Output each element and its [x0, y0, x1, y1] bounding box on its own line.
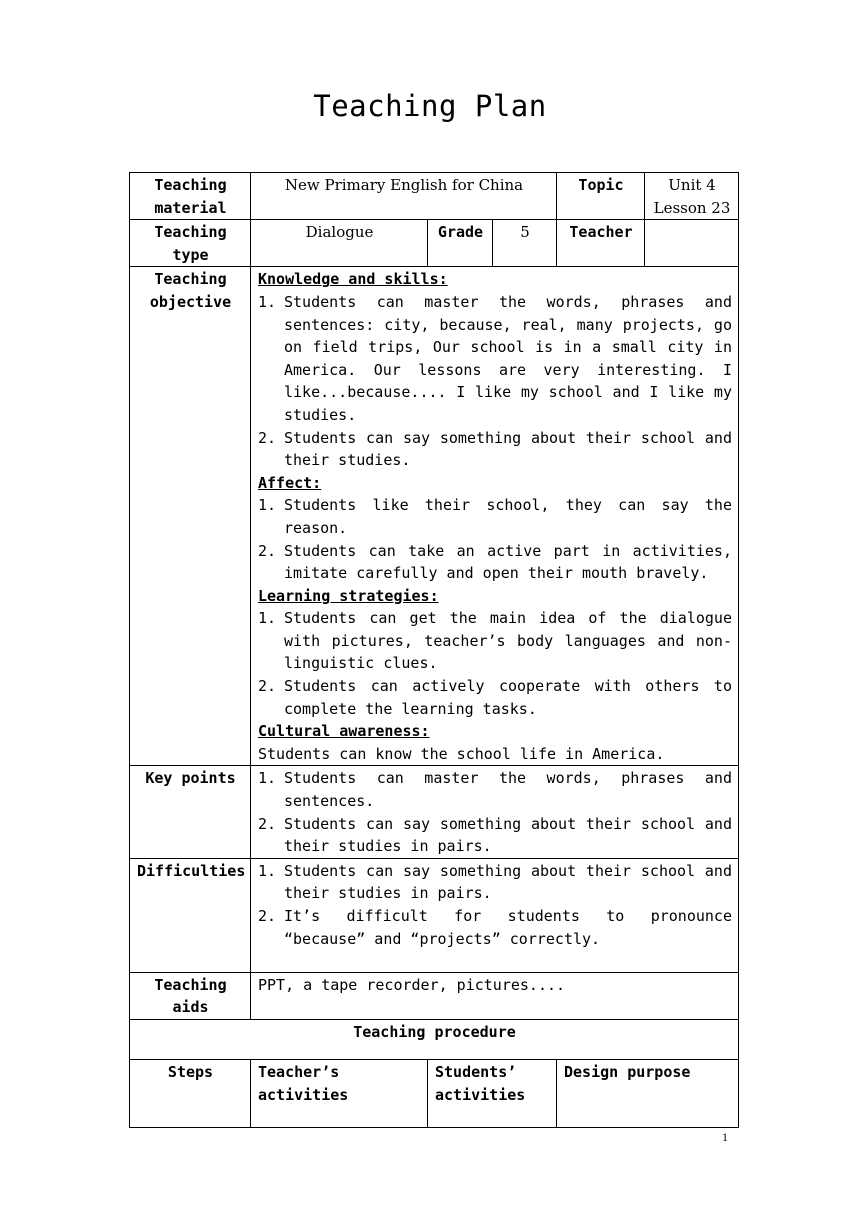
key-points-content [251, 766, 739, 858]
topic-lesson: Lesson 23 [653, 198, 731, 217]
difficulties-label: Difficulties [130, 858, 251, 972]
teaching-type-value: Dialogue [251, 220, 428, 267]
row-key-points [130, 766, 739, 858]
list-item: 1. Students can get the main idea of the dialogue with pictures, teacher’s body languages and non-linguistic clues. [258, 609, 732, 673]
col-students-activities: Students’ activities [428, 1060, 557, 1128]
teaching-type-label: Teaching type [130, 220, 251, 267]
cultural-text: Students can know the school life in America. [258, 744, 665, 763]
teaching-objective-content [251, 267, 739, 766]
teaching-aids-value: PPT, a tape recorder, pictures.... [251, 972, 739, 1019]
teacher-value [645, 220, 739, 267]
knowledge-list [258, 291, 732, 472]
list-item: 1. Students can say something about their school and their studies in pairs. [258, 861, 732, 903]
teaching-objective-label: Teaching objective [130, 267, 251, 766]
teaching-material-value: New Primary English for China [251, 173, 557, 220]
affect-list [258, 494, 732, 584]
key-points-list [258, 767, 732, 857]
difficulties-list [258, 860, 732, 950]
teacher-label: Teacher [557, 220, 645, 267]
grade-label: Grade [428, 220, 493, 267]
page-number: 1 [722, 1130, 728, 1144]
knowledge-heading: Knowledge and skills: [258, 270, 448, 289]
cultural-heading: Cultural awareness: [258, 722, 430, 741]
topic-value [645, 173, 739, 220]
col-design-purpose: Design purpose [557, 1060, 739, 1128]
row-procedure-columns [130, 1060, 739, 1128]
row-procedure-heading [130, 1020, 739, 1060]
row-teaching-material [130, 173, 739, 220]
topic-label: Topic [557, 173, 645, 220]
key-points-label: Key points [130, 766, 251, 858]
strategies-list [258, 607, 732, 720]
col-teacher-activities: Teacher’s activities [251, 1060, 428, 1128]
list-item: 1. Students like their school, they can say the reason. [258, 496, 732, 537]
list-item: 2. Students can take an active part in activities, imitate carefully and open their mouth bravely. [258, 541, 732, 583]
row-teaching-aids [130, 972, 739, 1019]
affect-heading: Affect: [258, 473, 322, 492]
col-steps: Steps [130, 1060, 251, 1128]
teaching-aids-label: Teaching aids [130, 972, 251, 1019]
topic-unit: Unit 4 [668, 176, 716, 194]
list-item: 2. It’s difficult for students to pronounce “because” and “projects” correctly. [258, 907, 732, 948]
row-difficulties [130, 858, 739, 972]
grade-value: 5 [493, 220, 557, 267]
row-teaching-objective [130, 267, 739, 766]
list-item: 1. Students can master the words, phrases and sentences. [258, 769, 732, 811]
list-item: 2. Students can say something about their school and their studies in pairs. [258, 814, 732, 856]
teaching-procedure-heading: Teaching procedure [130, 1020, 739, 1060]
teaching-material-label: Teaching material [130, 173, 251, 220]
list-item: 2. Students can actively cooperate with others to complete the learning tasks. [258, 677, 732, 718]
strategies-heading: Learning strategies: [258, 586, 439, 605]
row-teaching-type [130, 220, 739, 267]
list-item: 2. Students can say something about their school and their studies. [258, 428, 732, 470]
list-item: 1. Students can master the words, phrases and sentences: city, because, real, many projects, go on field trips, Our school is in a small city in America. Our lessons are very interesting. I like...because.... I like my school and I like my studies. [258, 292, 732, 424]
page-title: Teaching Plan [313, 89, 547, 123]
teaching-plan-table [129, 172, 739, 1128]
difficulties-content [251, 858, 739, 972]
